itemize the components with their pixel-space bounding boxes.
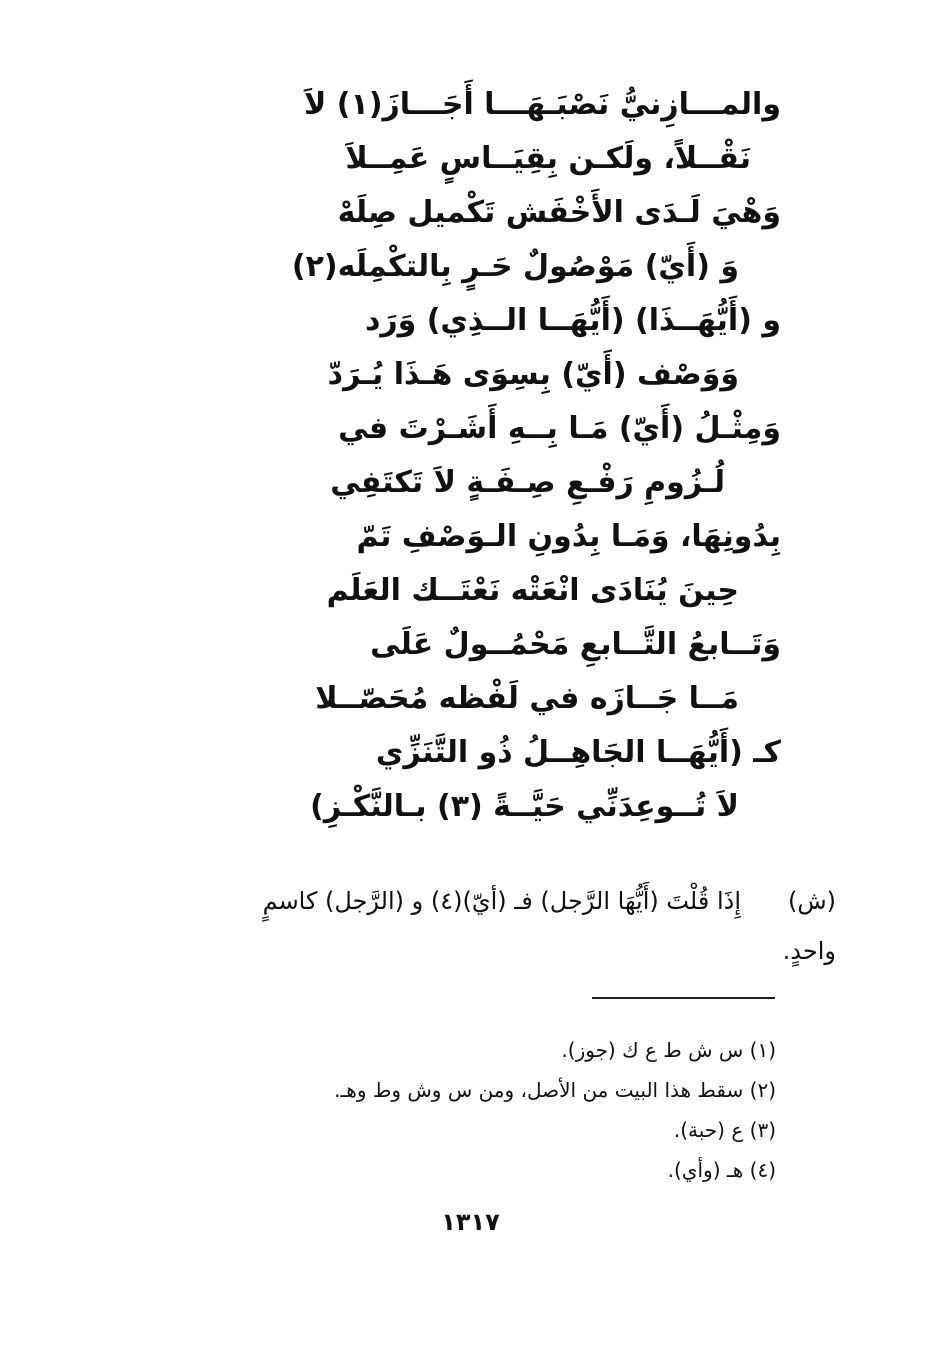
verse-line: وَمِثْـلُ (أَيّ) مَـا بِــهِ أَشَـرْتَ في bbox=[338, 411, 781, 446]
commentary-text: إِذَا قُلْتَ (أَيُّهَا الرَّجل) فـ (أيّ)(٤) و (الرَّجل) كاسمٍ bbox=[262, 887, 741, 915]
verse-line: نَقْــلاً، ولَكـن بِقِيَــاسٍ عَمِــلاَ bbox=[345, 141, 751, 176]
verse-line: وَ (أَيّ) مَوْصُولٌ حَـرٍ بِالتكْمِلَه(٢) bbox=[291, 249, 739, 284]
commentary bbox=[100, 876, 836, 976]
page-number: ١٣١٧ bbox=[441, 1208, 500, 1236]
verse-line: بِدُونِهَا، وَمَـا بِدُونِ الـوَصْفِ تَمّ bbox=[356, 519, 781, 554]
verse-line: وَهْيَ لَـدَى الأَخْفَش تَكْميل صِلَهْ bbox=[337, 195, 781, 230]
commentary-line bbox=[100, 876, 836, 926]
verse-line: لاَ تُــوعِدَنِّي حَيَّــةً (٣) بـالنَّكْـزِ) bbox=[310, 789, 739, 824]
footnote: (٤) هـ (وأي). bbox=[667, 1158, 776, 1182]
footnote: (١) س ش ط ع ك (جوز). bbox=[561, 1038, 776, 1062]
poem-verses bbox=[100, 78, 781, 834]
verse-line: و (أَيُّهَــذَا) (أَيُّهَــا الــذِي) وَرَد bbox=[364, 303, 781, 338]
verse-line: مَــا جَــازَه في لَفْظه مُحَصّــلا bbox=[315, 681, 739, 716]
verse-line: كـ (أَيُّهَــا الجَاهِــلُ ذُو التَّنَزِّي bbox=[375, 735, 781, 770]
verse-line: وَوَصْف (أَيّ) بِسِوَى هَـذَا يُـرَدّ bbox=[327, 357, 739, 392]
footnote: (٣) ع (حبة). bbox=[673, 1118, 776, 1142]
commentary-marker: (ش) bbox=[787, 887, 836, 915]
footnote-divider bbox=[592, 997, 775, 999]
verse-line: والمـــازِنيُّ نَصْبَـهَـــا أَجَـــازَ(١) لاَ bbox=[304, 87, 781, 122]
verse-line: وَتَــابعُ التَّــابعِ مَحْمُــولٌ عَلَى bbox=[370, 627, 781, 662]
verse-line: حِينَ يُنَادَى انْعَتْه نَعْتَــك العَلَم bbox=[326, 573, 739, 608]
verse-line: لُـزُومِ رَفْـعِ صِـفَـةٍ لاَ تَكتَفِي bbox=[330, 465, 725, 500]
footnote: (٢) سقط هذا البيت من الأصل، ومن س وش وط وهـ. bbox=[334, 1078, 776, 1102]
footnotes bbox=[200, 1030, 776, 1190]
commentary-line: واحدٍ. bbox=[782, 937, 836, 965]
